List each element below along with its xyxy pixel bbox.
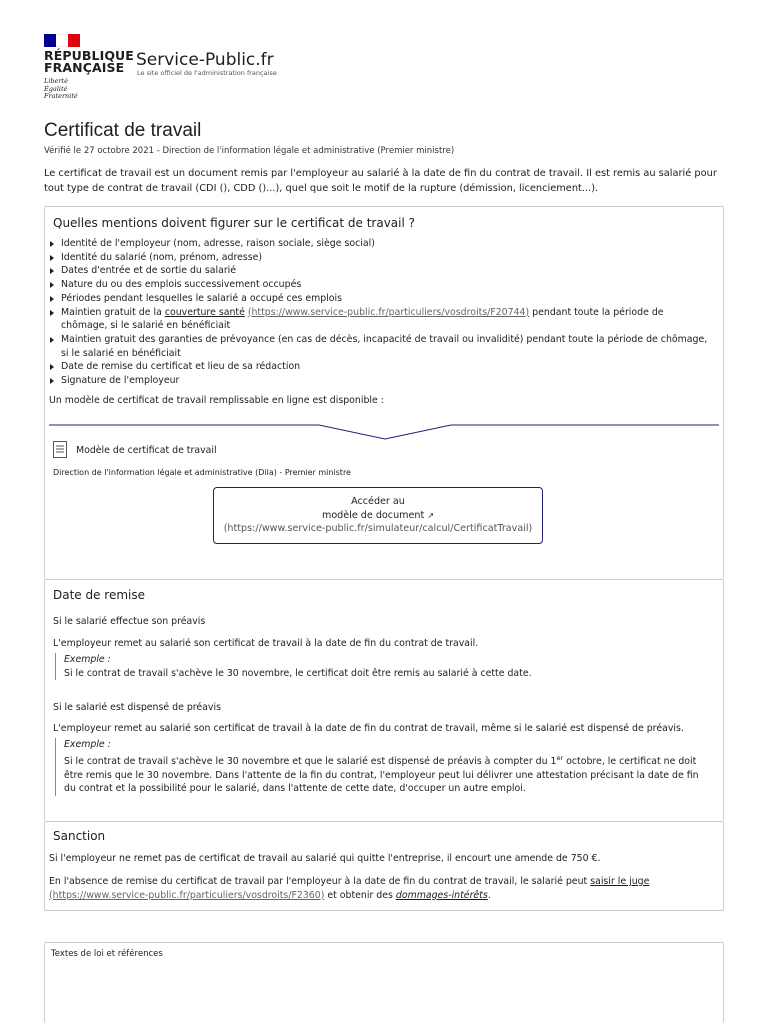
list-item: Dates d'entrée et de sortie du salarié (49, 264, 709, 278)
page-meta: Vérifié le 27 octobre 2021 - Direction de l'information légale et administrative (Premier ministre) (44, 146, 455, 156)
mentions-section (44, 206, 724, 579)
french-flag-icon (44, 34, 80, 47)
saisir-juge-url[interactable]: (https://www.service-public.fr/particuliers/vosdroits/F2360) (49, 889, 325, 901)
sanction-section (44, 821, 724, 911)
external-link-icon: ↗ (427, 510, 435, 520)
document-icon (53, 441, 67, 458)
access-model-button[interactable]: Accéder au modèle de document ↗ (https://www.service-public.fr/simulateur/calcul/CertificatTravail) (213, 487, 543, 544)
section-title: Textes de loi et références (51, 949, 163, 959)
case-title: Si le salarié est dispensé de préavis (53, 702, 221, 713)
couverture-sante-link[interactable]: couverture santé (164, 306, 245, 318)
model-text: Un modèle de certificat de travail remplissable en ligne est disponible : (49, 395, 384, 406)
example-block: Exemple : Si le contrat de travail s'achève le 30 novembre et que le salarié est dispensé de préavis à compter du 1er octobre, le certificat ne doit être remis que le 30 novembre. Dans l'attente de la fin du contrat, l'employeur peut lui délivrer une attestation précisant la date de fin du contrat et la possibilité pour le salarié, dans l'attente de cette date, d'occuper un autre emploi. (55, 738, 704, 796)
divider (49, 423, 719, 443)
case-text: L'employeur remet au salarié son certificat de travail à la date de fin du contrat de travail, même si le salarié est dispensé de préavis. (53, 723, 684, 734)
references-section (44, 942, 724, 1023)
couverture-sante-url[interactable]: (https://www.service-public.fr/particuliers/vosdroits/F20744) (247, 306, 530, 318)
list-item: Identité du salarié (nom, prénom, adresse) (49, 251, 709, 265)
section-title: Sanction (53, 829, 106, 843)
mentions-list (49, 237, 709, 388)
sanction-text: En l'absence de remise du certificat de travail par l'employeur à la date de fin du contrat de travail, le salarié peut saisir le juge (https://www.service-public.fr/particuliers/vosdroits/F2360) et obtenir des dommages-intérêts. (49, 876, 650, 901)
republique-francaise-logo[interactable]: RÉPUBLIQUE FRANÇAISE (44, 48, 134, 75)
case-title: Si le salarié effectue son préavis (53, 616, 206, 627)
republic-motto: Liberté Égalité Fraternité (44, 77, 78, 100)
page-title: Certificat de travail (44, 120, 202, 141)
section-title: Quelles mentions doivent figurer sur le certificat de travail ? (53, 216, 415, 230)
list-item: Identité de l'employeur (nom, adresse, raison sociale, siège social) (49, 237, 709, 251)
dommages-interets-link[interactable]: dommages-intérêts (395, 889, 488, 901)
site-name[interactable]: Service-Public.fr (136, 50, 274, 70)
document-source: Direction de l'information légale et administrative (Dila) - Premier ministre (53, 468, 351, 477)
saisir-juge-link[interactable]: saisir le juge (590, 876, 650, 887)
list-item: Nature du ou des emplois successivement occupés (49, 278, 709, 292)
sanction-text: Si l'employeur ne remet pas de certificat de travail au salarié qui quitte l'entreprise, il encourt une amende de 750 €. (49, 853, 601, 864)
list-item: Signature de l'employeur (49, 374, 709, 388)
list-item: Date de remise du certificat et lieu de sa rédaction (49, 360, 709, 374)
date-remise-section (44, 579, 724, 821)
list-item: Périodes pendant lesquelles le salarié a occupé ces emplois (49, 292, 709, 306)
list-item: Maintien gratuit de la couverture santé (https://www.service-public.fr/particuliers/vosdroits/F20744) pendant toute la période de chômage, si le salarié en bénéficiait (49, 306, 709, 333)
list-item: Maintien gratuit des garanties de prévoyance (en cas de décès, incapacité de travail ou invalidité) pendant toute la période de chômage, si le salarié en bénéficiait (49, 333, 709, 360)
document-title: Modèle de certificat de travail (76, 445, 217, 456)
case-text: L'employeur remet au salarié son certificat de travail à la date de fin du contrat de travail. (53, 638, 479, 649)
intro-paragraph: Le certificat de travail est un document remis par l'employeur au salarié à la date de fin du contrat de travail. Il est remis au salarié pour tout type de contrat de travail (CDI (), CDD ()...), quel que soit le motif de la rupture (démission, licenciement...). (44, 168, 717, 194)
site-tagline: Le site officiel de l'administration française (137, 69, 277, 77)
section-title: Date de remise (53, 588, 146, 602)
example-block: Exemple : Si le contrat de travail s'achève le 30 novembre, le certificat doit être remis au salarié à cette date. (55, 653, 704, 680)
